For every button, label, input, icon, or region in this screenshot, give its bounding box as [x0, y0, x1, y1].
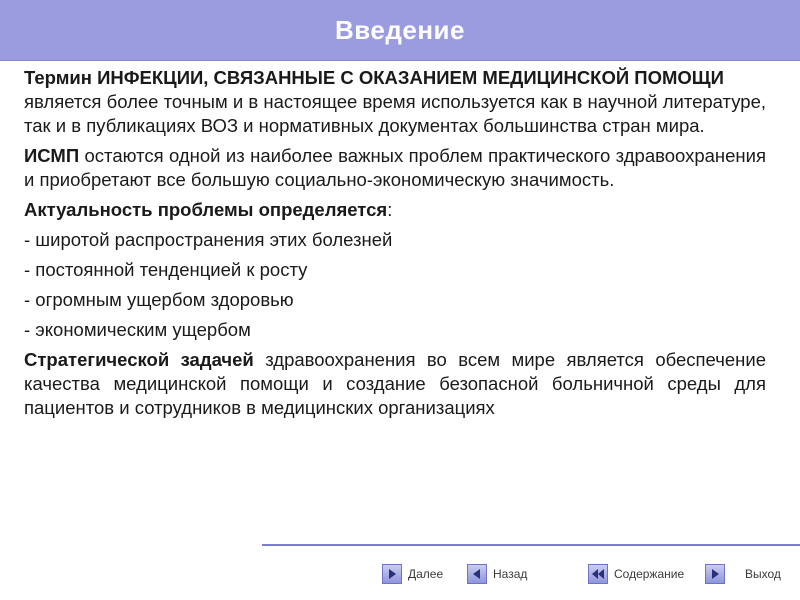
list-item: - огромным ущербом здоровью: [24, 289, 294, 310]
relevance-heading: [24, 198, 766, 222]
strategy-lead: Стратегической задачей: [24, 349, 254, 370]
list-item: - постоянной тенденцией к росту: [24, 259, 308, 280]
slide-header: [0, 0, 800, 61]
footer-divider: [262, 544, 800, 546]
next-label: Далее: [408, 567, 444, 581]
back-label: Назад: [493, 567, 528, 581]
back-button[interactable]: [467, 563, 527, 585]
ismp-lead: ИСМП: [24, 145, 80, 166]
list-item: - экономическим ущербом: [24, 319, 251, 340]
relevance-lead: Актуальность проблемы определяется: [24, 199, 388, 220]
arrow-right-icon: [382, 564, 402, 584]
next-button[interactable]: [382, 563, 443, 585]
ismp-body: остаются одной из наиболее важных проблем практического здравоохранения и приобретают все большую социально-экономическую значимость.: [24, 145, 766, 190]
list-item: - широтой распространения этих болезней: [24, 229, 393, 250]
slide-content: [24, 66, 766, 426]
rewind-icon: [588, 564, 608, 584]
relevance-colon: :: [387, 199, 393, 220]
exit-label: Выход: [745, 567, 781, 581]
exit-button[interactable]: [705, 563, 781, 585]
arrow-left-icon: [467, 564, 487, 584]
ismp-paragraph: [24, 144, 766, 192]
contents-button[interactable]: [588, 563, 684, 585]
play-exit-icon: [705, 564, 725, 584]
term-heading: [24, 66, 766, 90]
strategy-paragraph: [24, 348, 766, 420]
slide-title: Введение: [335, 14, 465, 45]
contents-label: Содержание: [614, 567, 685, 581]
term-heading-text: Термин ИНФЕКЦИИ, СВЯЗАННЫЕ С ОКАЗАНИЕМ МЕДИЦИНСКОЙ ПОМОЩИ: [24, 67, 724, 88]
strategy-body: здравоохранения во всем мире является обеспечение качества медицинской помощи и создание безопасной больничной среды для пациентов и сотрудников в медицинских организациях: [24, 349, 766, 418]
term-description: является более точным и в настоящее время используется как в научной литературе, так и в публикациях ВОЗ и нормативных документах большинства стран мира.: [24, 91, 766, 136]
